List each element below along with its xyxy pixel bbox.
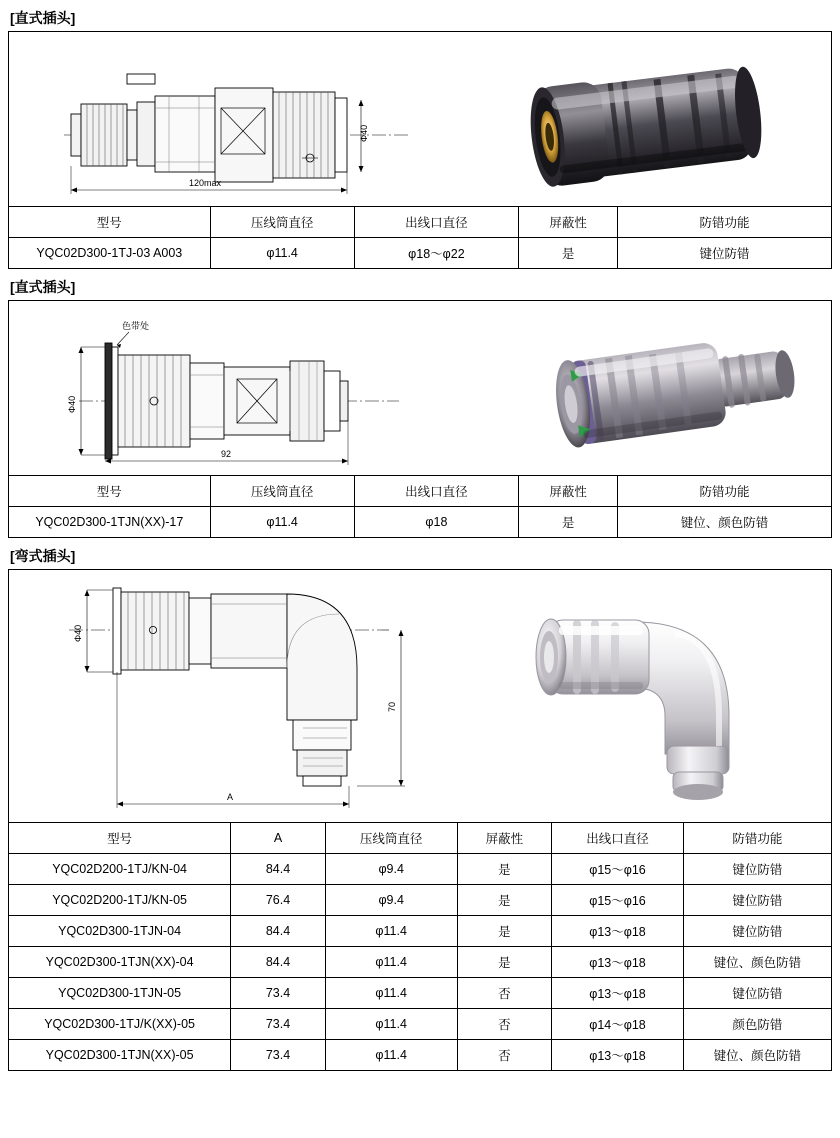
section-title-1: [直式插头] <box>10 10 76 26</box>
cell-shielding: 否 <box>457 978 552 1009</box>
figure-3-height-label: 70 <box>387 701 397 712</box>
cell-keying: 键位防错 <box>617 238 831 269</box>
col-header: 压线筒直径 <box>210 476 354 507</box>
cell-shielding: 是 <box>519 507 618 538</box>
cell-shielding: 否 <box>457 1009 552 1040</box>
section-title-2: [直式插头] <box>10 279 76 295</box>
cell-outlet-diameter: φ18 <box>354 507 519 538</box>
cell-keying: 键位、颜色防错 <box>617 507 831 538</box>
figure-box-1 <box>8 31 832 207</box>
table-row <box>9 238 832 269</box>
cell-outlet-diameter: φ15～φ16 <box>552 885 684 916</box>
cell-shielding: 否 <box>457 1040 552 1071</box>
cell-model: YQC02D300-1TJN(XX)-17 <box>9 507 211 538</box>
figure-3-diameter-label: Φ40 <box>73 624 83 642</box>
cell-shielding: 是 <box>457 885 552 916</box>
cell-keying: 键位、颜色防错 <box>683 947 831 978</box>
cell-a: 73.4 <box>231 978 326 1009</box>
cell-model: YQC02D300-1TJN-04 <box>9 916 231 947</box>
cell-model: YQC02D200-1TJ/KN-05 <box>9 885 231 916</box>
cell-shielding: 是 <box>457 947 552 978</box>
table-header-row <box>9 823 832 854</box>
col-header: 型号 <box>9 207 211 238</box>
cell-a: 84.4 <box>231 916 326 947</box>
col-header: 出线口直径 <box>354 476 519 507</box>
cell-crimp-diameter: φ9.4 <box>325 885 457 916</box>
figure-2-length-label: 92 <box>221 449 232 459</box>
table-row <box>9 507 832 538</box>
cell-a: 73.4 <box>231 1009 326 1040</box>
section-title-3: [弯式插头] <box>10 548 76 564</box>
cell-crimp-diameter: φ11.4 <box>325 1009 457 1040</box>
col-header: 防错功能 <box>617 476 831 507</box>
cell-keying: 键位防错 <box>683 978 831 1009</box>
cell-outlet-diameter: φ13～φ18 <box>552 916 684 947</box>
cell-keying: 键位防错 <box>683 854 831 885</box>
cell-keying: 颜色防错 <box>683 1009 831 1040</box>
cell-outlet-diameter: φ15～φ16 <box>552 854 684 885</box>
table-row <box>9 1040 832 1071</box>
table-row <box>9 885 832 916</box>
col-header: 防错功能 <box>617 207 831 238</box>
cell-crimp-diameter: φ11.4 <box>325 947 457 978</box>
spec-table-2 <box>8 475 832 538</box>
figure-3-photo <box>509 604 809 804</box>
figure-1-length-label: 120max <box>189 178 222 188</box>
cell-model: YQC02D200-1TJ/KN-04 <box>9 854 231 885</box>
table-row <box>9 947 832 978</box>
figure-box-3 <box>8 569 832 823</box>
cell-crimp-diameter: φ11.4 <box>325 978 457 1009</box>
cell-model: YQC02D300-1TJN-05 <box>9 978 231 1009</box>
cell-outlet-diameter: φ13～φ18 <box>552 1040 684 1071</box>
col-header: 防错功能 <box>683 823 831 854</box>
cell-model: YQC02D300-1TJN(XX)-05 <box>9 1040 231 1071</box>
figure-2-diameter-label: Φ40 <box>67 395 77 413</box>
cell-keying: 键位、颜色防错 <box>683 1040 831 1071</box>
cell-shielding: 是 <box>519 238 618 269</box>
table-row <box>9 1009 832 1040</box>
spec-table-1 <box>8 206 832 269</box>
cell-shielding: 是 <box>457 854 552 885</box>
figure-1-diameter-label: Φ40 <box>359 124 369 142</box>
cell-crimp-diameter: φ11.4 <box>210 238 354 269</box>
col-header: 出线口直径 <box>552 823 684 854</box>
table-header-row <box>9 207 832 238</box>
cell-a: 73.4 <box>231 1040 326 1071</box>
figure-box-2 <box>8 300 832 476</box>
cell-a: 84.4 <box>231 854 326 885</box>
cell-model: YQC02D300-1TJ/K(XX)-05 <box>9 1009 231 1040</box>
col-header: 出线口直径 <box>354 207 519 238</box>
cell-outlet-diameter: φ13～φ18 <box>552 947 684 978</box>
cell-keying: 键位防错 <box>683 916 831 947</box>
col-header: 屏蔽性 <box>457 823 552 854</box>
cell-model: YQC02D300-1TJ-03 A003 <box>9 238 211 269</box>
cell-crimp-diameter: φ11.4 <box>325 1040 457 1071</box>
cell-crimp-diameter: φ9.4 <box>325 854 457 885</box>
cell-a: 76.4 <box>231 885 326 916</box>
cell-outlet-diameter: φ14～φ18 <box>552 1009 684 1040</box>
col-header: 压线筒直径 <box>325 823 457 854</box>
table-header-row <box>9 476 832 507</box>
table-row <box>9 854 832 885</box>
table-row <box>9 978 832 1009</box>
col-header: 压线筒直径 <box>210 207 354 238</box>
figure-1-photo <box>509 50 799 200</box>
cell-crimp-diameter: φ11.4 <box>210 507 354 538</box>
figure-2-photo <box>514 327 814 453</box>
table-row <box>9 916 832 947</box>
cell-outlet-diameter: φ13～φ18 <box>552 978 684 1009</box>
col-header: 屏蔽性 <box>519 476 618 507</box>
cell-model: YQC02D300-1TJN(XX)-04 <box>9 947 231 978</box>
spec-table-3 <box>8 822 832 1071</box>
cell-keying: 键位防错 <box>683 885 831 916</box>
col-header: 型号 <box>9 476 211 507</box>
col-header: 型号 <box>9 823 231 854</box>
col-header: A <box>231 823 326 854</box>
figure-3-width-label: A <box>227 792 234 802</box>
cell-crimp-diameter: φ11.4 <box>325 916 457 947</box>
figure-2-note-label: 色带处 <box>122 321 150 331</box>
cell-outlet-diameter: φ18～φ22 <box>354 238 519 269</box>
cell-a: 84.4 <box>231 947 326 978</box>
cell-shielding: 是 <box>457 916 552 947</box>
col-header: 屏蔽性 <box>519 207 618 238</box>
